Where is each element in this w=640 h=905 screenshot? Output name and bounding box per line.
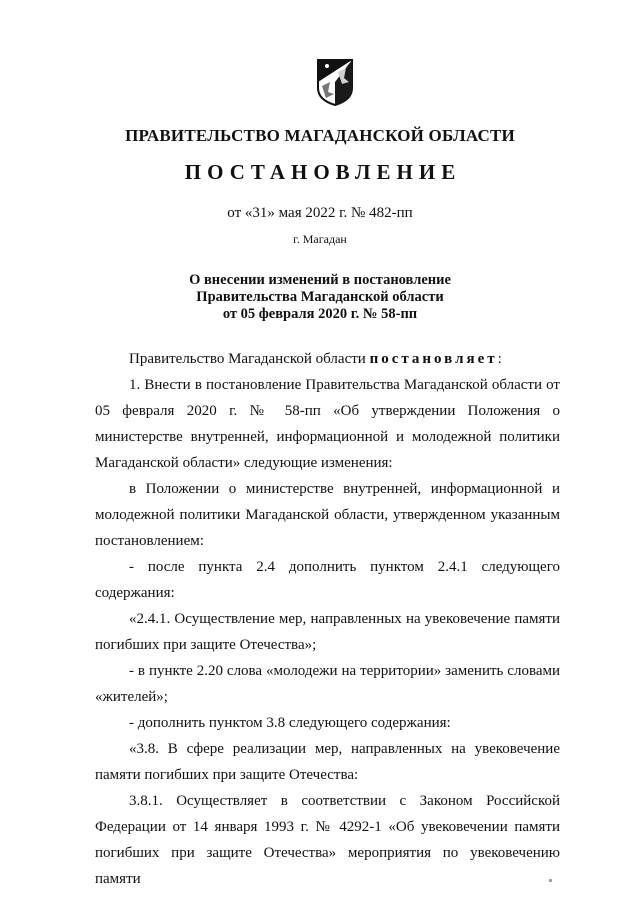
paragraph-8: 3.8.1. Осуществляет в соответствии с Законом Российской Федерации от 14 января 1993 г. № 4292-1 «Об увековечении памяти погибших при защите Отечества» мероприятия по увековечению памяти (95, 793, 560, 887)
document-date-number: от «31» мая 2022 г. № 482-пп (227, 205, 413, 221)
scan-speck (549, 879, 552, 882)
coat-of-arms-icon (316, 58, 354, 106)
paragraph-3: - после пункта 2.4 дополнить пунктом 2.4.1 следующего содержания: (95, 559, 560, 601)
subject-line-1: О внесении изменений в постановление (189, 272, 451, 288)
organization-title: ПРАВИТЕЛЬСТВО МАГАДАНСКОЙ ОБЛАСТИ (125, 126, 515, 145)
resolves-keyword: постановляет (369, 351, 498, 367)
resolves-colon: : (497, 351, 502, 367)
document-city: г. Магадан (293, 232, 347, 246)
document-type-title: ПОСТАНОВЛЕНИЕ (184, 160, 462, 184)
subject-line-2: Правительства Магаданской области (196, 289, 444, 305)
paragraph-resolves (95, 346, 560, 372)
paragraph-2: в Положении о министерстве внутренней, информационной и молодежной политики Магаданской области, утвержденном указанным постановлением: (95, 481, 560, 549)
document-subject (0, 272, 640, 323)
paragraph-5: - в пункте 2.20 слова «молодежи на территории» заменить словами «жителей»; (95, 663, 560, 705)
paragraph-6: - дополнить пунктом 3.8 следующего содержания: (129, 715, 451, 731)
paragraph-1: 1. Внести в постановление Правительства Магаданской области от 05 февраля 2020 г. № 58-пп «Об утверждении Положения о министерстве внутренней, информационной и молодежной политики Магаданской области» следующие изменения: (95, 377, 560, 471)
paragraph-4: «2.4.1. Осуществление мер, направленных на увековечение памяти погибших при защите Отечества»; (95, 611, 560, 653)
resolves-lead: Правительство Магаданской области (129, 351, 370, 367)
paragraph-7: «3.8. В сфере реализации мер, направленных на увековечение памяти погибших при защите Отечества: (95, 741, 560, 783)
subject-line-3: от 05 февраля 2020 г. № 58-пп (222, 306, 418, 322)
document-body (95, 346, 560, 892)
